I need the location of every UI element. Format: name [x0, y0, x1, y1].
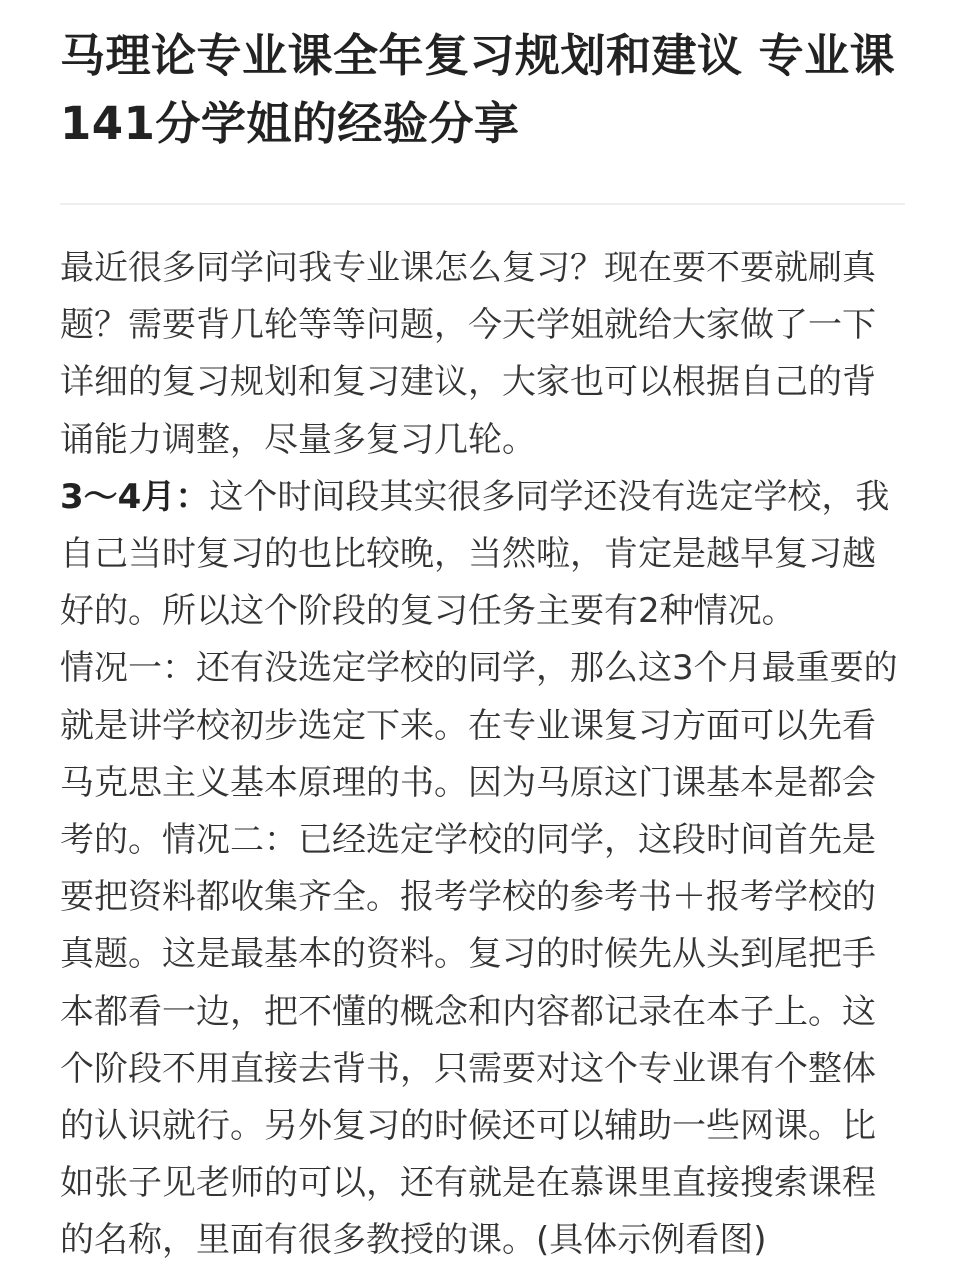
- section-label: 3～4月：: [60, 476, 210, 517]
- article-title: 马理论专业课全年复习规划和建议 专业课141分学姐的经验分享: [60, 29, 896, 150]
- intro-paragraph: 最近很多同学问我专业课怎么复习？现在要不要就刷真题？需要背几轮等等问题，今天学姐就给大家做了一下详细的复习规划和复习建议，大家也可以根据自己的背诵能力调整，尽量多复习几轮。: [60, 248, 876, 460]
- case-paragraph: 情况一：还有没选定学校的同学，那么这3个月最重要的就是讲学校初步选定下来。在专业课复习方面可以先看马克思主义基本原理的书。因为马原这门课基本是都会考的。情况二：已经选定学校的同学，这段时间首先是要把资料都收集齐全。报考学校的参考书＋报考学校的真题。这是最基本的资料。复习的时候先从头到尾把手本都看一边，把不懂的概念和内容都记录在本子上。这个阶段不用直接去背书，只需要对这个专业课有个整体的认识就行。另外复习的时候还可以辅助一些网课。比如张子见老师的可以，还有就是在慕课里直接搜索课程的名称，里面有很多教授的课。(具体示例看图): [60, 648, 898, 1261]
- section-paragraph: [60, 469, 905, 641]
- title-divider: [60, 203, 905, 205]
- article: [60, 0, 905, 1261]
- section-text: 这个时间段其实很多同学还没有选定学校，我自己当时复习的也比较晚，当然啦，肯定是越早复习越好的。所以这个阶段的复习任务主要有2种情况。: [60, 476, 890, 632]
- article-body: [60, 240, 905, 1270]
